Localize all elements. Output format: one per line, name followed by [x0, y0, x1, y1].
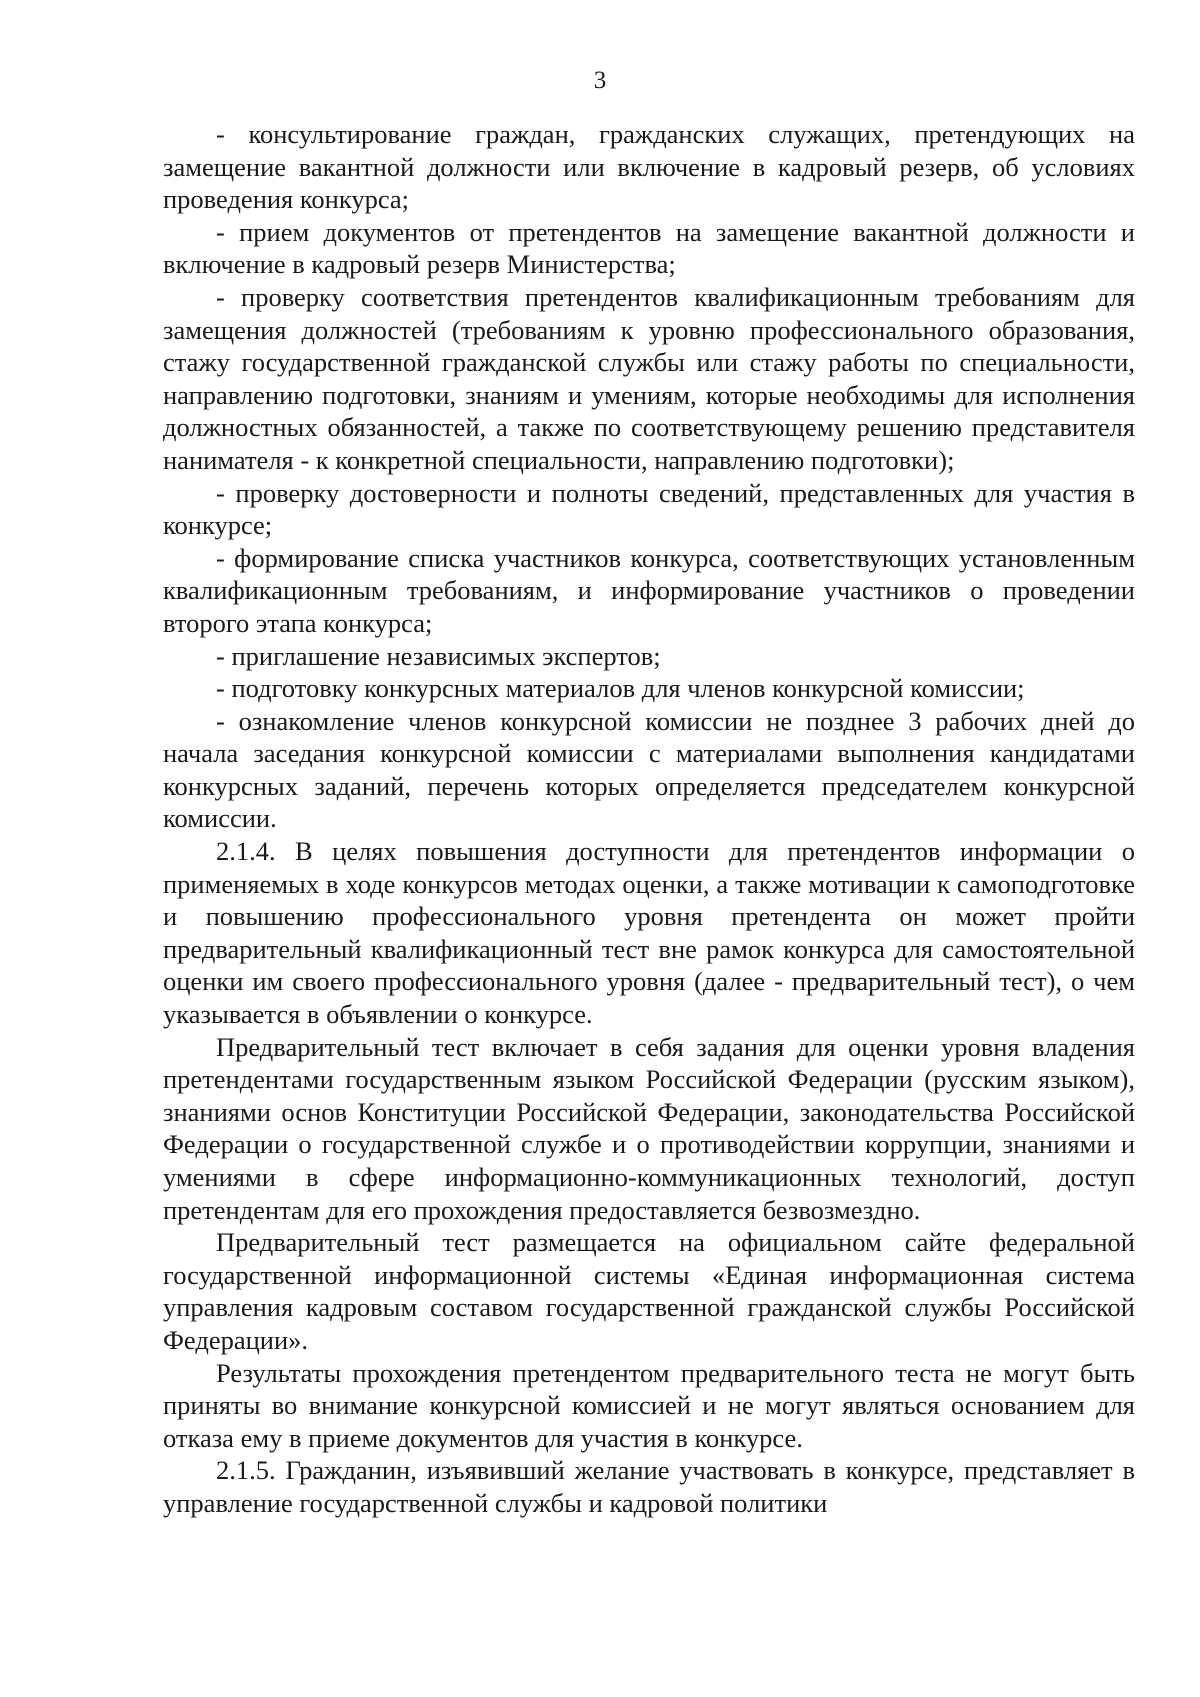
paragraph-document-intake: - прием документов от претендентов на замещение вакантной должности и включение в кадровый резерв Министерства; [163, 216, 1135, 280]
paragraph-preliminary-test-results: Результаты прохождения претендентом предварительного теста не могут быть приняты во внимание конкурсной комиссией и не могут являться основанием для отказа ему в приеме документов для участия в конкурсе. [163, 1357, 1135, 1453]
paragraph-consulting: - консультирование граждан, гражданских служащих, претендующих на замещение вакантной должности или включение в кадровый резерв, об условиях проведения конкурса; [163, 119, 1135, 215]
paragraph-materials-preparation: - подготовку конкурсных материалов для членов конкурсной комиссии; [216, 673, 1025, 704]
paragraph-experts-invitation: - приглашение независимых экспертов; [216, 640, 661, 671]
page-number: 3 [593, 67, 607, 94]
paragraph-commission-familiarization: - ознакомление членов конкурсной комиссии не позднее 3 рабочих дней до начала заседания конкурсной комиссии с материалами выполнения кандидатами конкурсных заданий, перечень которых определяется председателем конкурсной комиссии. [163, 705, 1135, 834]
document-body [163, 118, 1135, 1520]
paragraph-accuracy-check: - проверку достоверности и полноты сведений, представленных для участия в конкурсе; [163, 477, 1135, 541]
paragraph-participant-list: - формирование списка участников конкурса, соответствующих установленным квалификационным требованиям, и информирование участников о проведении второго этапа конкурса; [163, 542, 1135, 638]
paragraph-preliminary-test-content: Предварительный тест включает в себя задания для оценки уровня владения претендентами государственным языком Российской Федерации (русским языком), знаниями основ Конституции Российской Федерации, законодательства Российской Федерации о государственной службе и о противодействии коррупции, знаниями и умениями в сфере информационно-коммуникационных технологий, доступ претендентам для его прохождения предоставляется безвозмездно. [163, 1031, 1135, 1225]
paragraph-preliminary-test-placement: Предварительный тест размещается на официальном сайте федеральной государственной информационной системы «Единая информационная система управления кадровым составом государственной гражданской службы Российской Федерации». [163, 1227, 1135, 1355]
paragraph-section-2-1-5: 2.1.5. Гражданин, изъявивший желание участвовать в конкурсе, представляет в управление государственной службы и кадровой политики [163, 1455, 1135, 1518]
paragraph-qualification-check: - проверку соответствия претендентов квалификационным требованиям для замещения должностей (требованиям к уровню профессионального образования, стажу государственной гражданской службы или стажу работы по специальности, направлению подготовки, знаниям и умениям, которые необходимы для исполнения должностных обязанностей, а также по соответствующему решению представителя нанимателя - к конкретной специальности, направлению подготовки); [163, 281, 1135, 475]
paragraph-section-2-1-4: 2.1.4. В целях повышения доступности для претендентов информации о применяемых в ходе конкурсов методах оценки, а также мотивации к самоподготовке и повышению профессионального уровня претендента он может пройти предварительный квалификационный тест вне рамок конкурса для самостоятельной оценки им своего профессионального уровня (далее - предварительный тест), о чем указывается в объявлении о конкурсе. [163, 836, 1135, 1030]
